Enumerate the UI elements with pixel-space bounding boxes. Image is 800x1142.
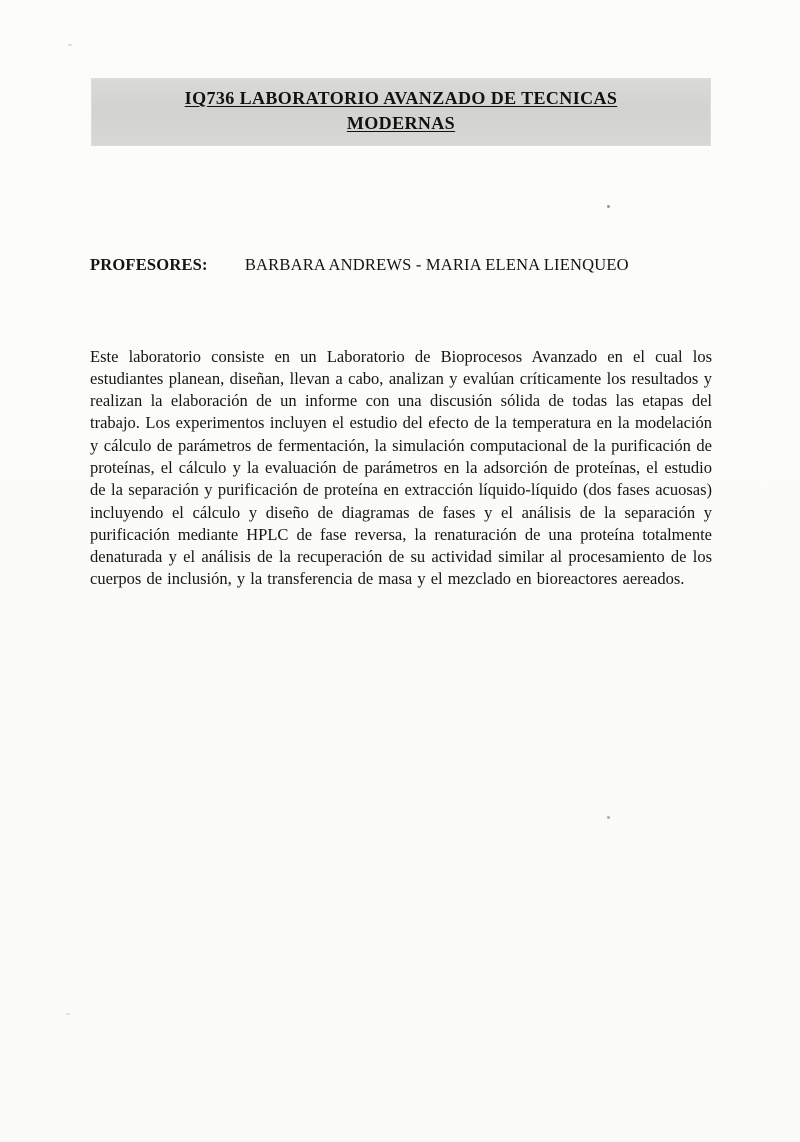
professors-names: BARBARA ANDREWS - MARIA ELENA LIENQUEO (244, 255, 629, 274)
course-title-line-2: MODERNAS (346, 113, 456, 133)
course-title-banner (92, 79, 710, 145)
scan-speck (68, 44, 72, 46)
scan-speck (607, 205, 610, 208)
course-description-paragraph: Este laboratorio consiste en un Laboratorio de Bioprocesos Avanzado en el cual los estudiantes planean, diseñan, llevan a cabo, analizan y evalúan críticamente los resultados y realizan la elaboración de un informe con una discusión sólida de todas las etapas del trabajo. Los experimentos incluyen el estudio del efecto de la temperatura en la modelación y cálculo de parámetros de fermentación, la simulación computacional de la purificación de proteínas, el cálculo y la evaluación de parámetros en la adsorción de proteínas, el estudio de la separación y purificación de proteína en extracción líquido-líquido (dos fases acuosas) incluyendo el cálculo y diseño de diagramas de fases y el análisis de la separación y purificación mediante HPLC de fase reversa, la renaturación de una proteína totalmente denaturada y el análisis de la recuperación de su actividad similar al procesamiento de los cuerpos de inclusión, y la transferencia de masa y el mezclado en bioreactores aereados. (90, 346, 712, 589)
scan-speck (66, 1013, 70, 1015)
professors-label: PROFESORES: (90, 255, 208, 274)
professors-line (90, 254, 712, 276)
scan-speck (607, 816, 610, 819)
course-title-line-1: IQ736 LABORATORIO AVANZADO DE TECNICAS (184, 88, 618, 108)
